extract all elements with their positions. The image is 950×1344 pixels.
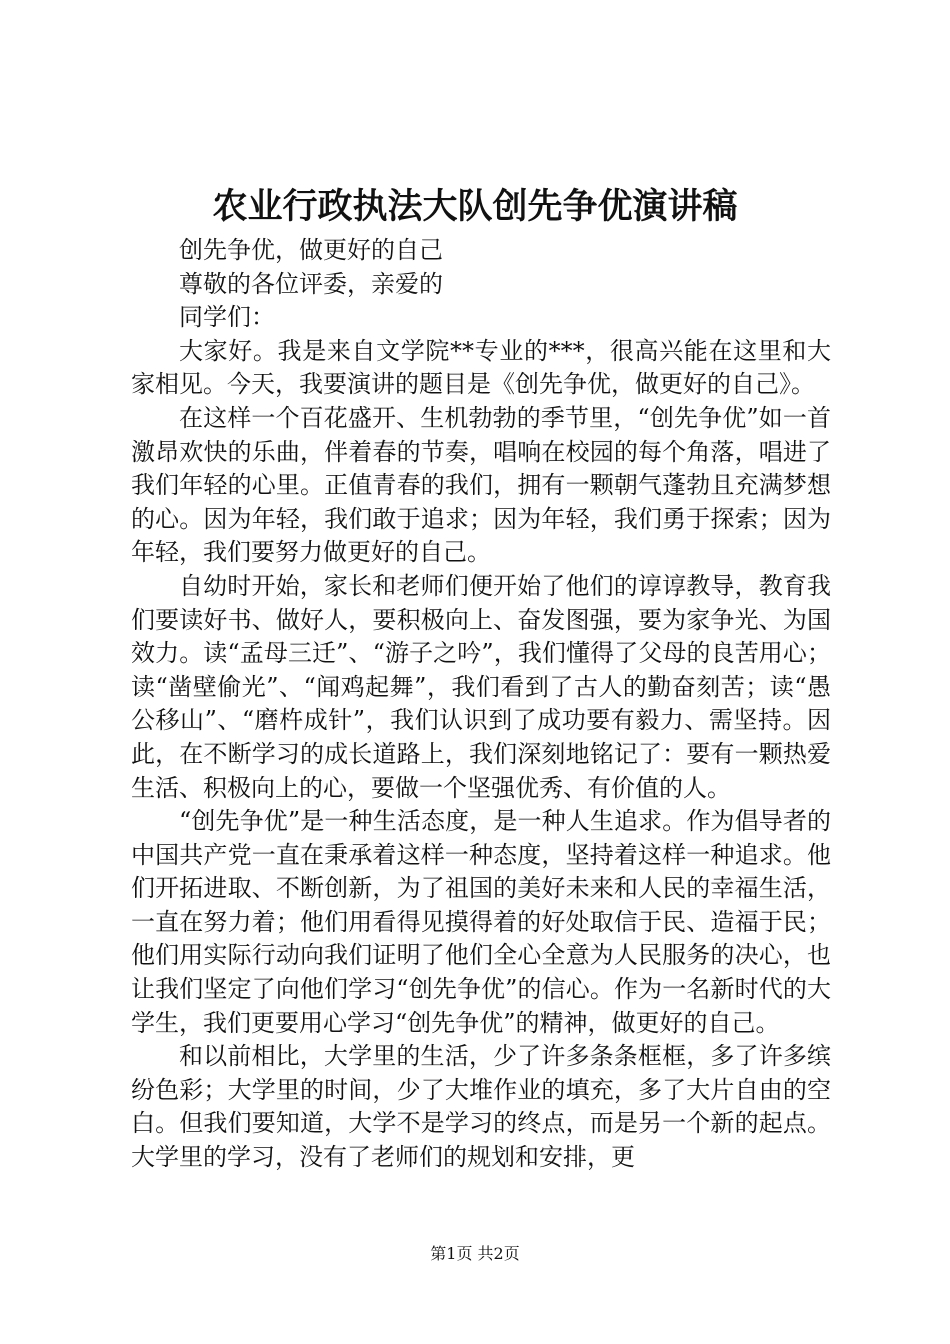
paragraph: 和以前相比，大学里的生活，少了许多条条框框，多了许多缤纷色彩；大学里的时间，少了大堆作业的填充，多了大片自由的空白。但我们要知道，大学不是学习的终点，而是另一个新的起点。大学里的学习，没有了老师们的规划和安排，更 <box>131 1042 831 1172</box>
paragraph: 同学们： <box>179 303 275 332</box>
document-body <box>131 234 831 1175</box>
paragraph: “创先争优”是一种生活态度，是一种人生追求。作为倡导者的中国共产党一直在秉承着这样一种态度，坚持着这样一种追求。他们开拓进取、不断创新，为了祖国的美好未来和人民的幸福生活，一直在努力着；他们用看得见摸得着的好处取信于民、造福于民；他们用实际行动向我们证明了他们全心全意为人民服务的决心，也让我们坚定了向他们学习“创先争优”的信心。作为一名新时代的大学生，我们更要用心学习“创先争优”的精神，做更好的自己。 <box>131 807 831 1037</box>
paragraph: 自幼时开始，家长和老师们便开始了他们的谆谆教导，教育我们要读好书、做好人，要积极向上、奋发图强，要为家争光、为国效力。读“孟母三迁”、“游子之吟”，我们懂得了父母的良苦用心；读“凿壁偷光”、“闻鸡起舞”，我们看到了古人的勤奋刻苦；读“愚公移山”、“磨杵成针”，我们认识到了成功要有毅力、需坚持。因此，在不断学习的成长道路上，我们深刻地铭记了：要有一颗热爱生活、积极向上的心，要做一个坚强优秀、有价值的人。 <box>131 571 831 802</box>
paragraph: 创先争优，做更好的自己 <box>179 236 443 264</box>
paragraph: 尊敬的各位评委，亲爱的 <box>179 269 443 298</box>
paragraph: 大家好。我是来自文学院**专业的***，很高兴能在这里和大家相见。今天，我要演讲的题目是《创先争优，做更好的自己》。 <box>131 336 831 399</box>
paragraph: 在这样一个百花盛开、生机勃勃的季节里，“创先争优”如一首激昂欢快的乐曲，伴着春的节奏，唱响在校园的每个角落，唱进了我们年轻的心里。正值青春的我们，拥有一颗朝气蓬勃且充满梦想的心。因为年轻，我们敢于追求；因为年轻，我们勇于探索；因为年轻，我们要努力做更好的自己。 <box>131 403 831 567</box>
page-footer: 第1页 共2页 <box>430 1244 520 1263</box>
document-title: 农业行政执法大队创先争优演讲稿 <box>212 186 738 227</box>
